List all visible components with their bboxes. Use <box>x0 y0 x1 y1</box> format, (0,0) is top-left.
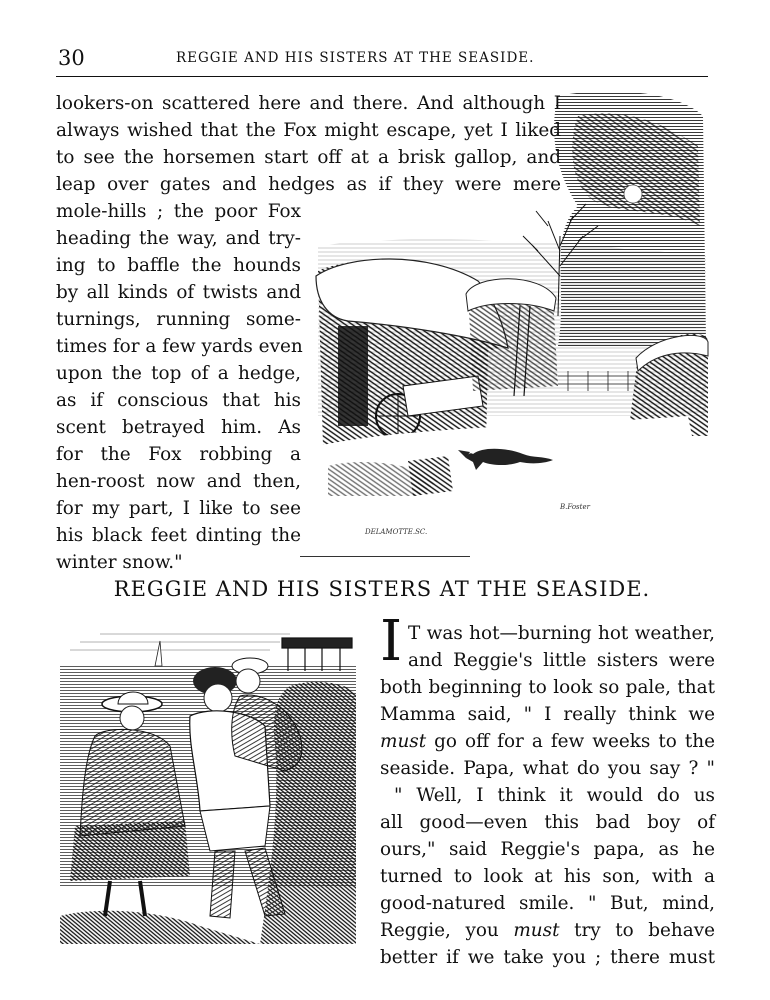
drop-cap: I <box>380 609 403 674</box>
text-line: both beginning to look so pale, that <box>380 677 715 698</box>
text-line: lookers-on scattered here and there. And although I <box>56 93 561 114</box>
text-line: leap over gates and hedges as if they were mere <box>56 174 561 195</box>
text-line <box>380 728 715 755</box>
text-line: upon the top of a hedge, <box>56 363 301 384</box>
text-line: hen-roost now and then, <box>56 471 301 492</box>
story-text <box>380 620 715 971</box>
header-rule <box>56 76 708 77</box>
text-fragment: try to behave <box>559 920 715 941</box>
text-line: T was hot—burning hot weather, <box>408 623 715 644</box>
running-header <box>58 44 712 70</box>
text-line: for my part, I like to see <box>56 498 301 519</box>
text-line: times for a few yards even <box>56 336 303 357</box>
text-line: his black feet dinting the <box>56 525 301 546</box>
emphasis: must <box>513 920 560 941</box>
text-line: ing to baffle the hounds <box>56 255 301 276</box>
text-line: better if we take you ; there must <box>380 947 715 968</box>
text-line: as if conscious that his <box>56 390 301 411</box>
running-title: REGGIE AND HIS SISTERS AT THE SEASIDE. <box>176 50 535 66</box>
text-line: to see the horsemen start off at a brisk gallop, and <box>56 147 561 168</box>
section-title: REGGIE AND HIS SISTERS AT THE SEASIDE. <box>113 577 651 601</box>
text-line: by all kinds of twists and <box>56 282 301 303</box>
text-line: winter snow." <box>56 552 183 573</box>
text-line: scent betrayed him. As <box>56 417 301 438</box>
text-line: turned to look at his son, with a <box>380 866 715 887</box>
page-number: 30 <box>58 46 85 70</box>
seaside-children-engraving <box>60 626 356 944</box>
fox-passage-narrow-lines <box>56 198 301 576</box>
text-line: Mamma said, " I really think we <box>380 704 715 725</box>
text-fragment: Reggie, you <box>380 920 514 941</box>
text-line: good-natured smile. " But, mind, <box>380 893 715 914</box>
text-line: and Reggie's little sisters were <box>408 650 715 671</box>
text-line: heading the way, and try- <box>56 228 301 249</box>
section-divider <box>300 556 470 557</box>
text-line: seaside. Papa, what do you say ? " <box>380 758 715 779</box>
text-line: always wished that the Fox might escape, yet I liked <box>56 120 561 141</box>
text-line: " Well, I think it would do us <box>394 785 715 806</box>
text-line: for the Fox robbing a <box>56 444 301 465</box>
engraver-signature-right: B.Foster <box>560 503 590 511</box>
text-line: ours," said Reggie's papa, as he <box>380 839 715 860</box>
text-line <box>380 917 715 944</box>
text-line: all good—even this bad boy of <box>380 812 715 833</box>
engraver-signature-left: DELAMOTTE.SC. <box>365 528 428 536</box>
text-fragment: go off for a few weeks to the <box>426 731 715 752</box>
text-line: turnings, running some- <box>56 309 301 330</box>
text-line: mole-hills ; the poor Fox <box>56 201 301 222</box>
fox-passage-full-lines <box>56 90 561 198</box>
emphasis: must <box>380 731 427 752</box>
